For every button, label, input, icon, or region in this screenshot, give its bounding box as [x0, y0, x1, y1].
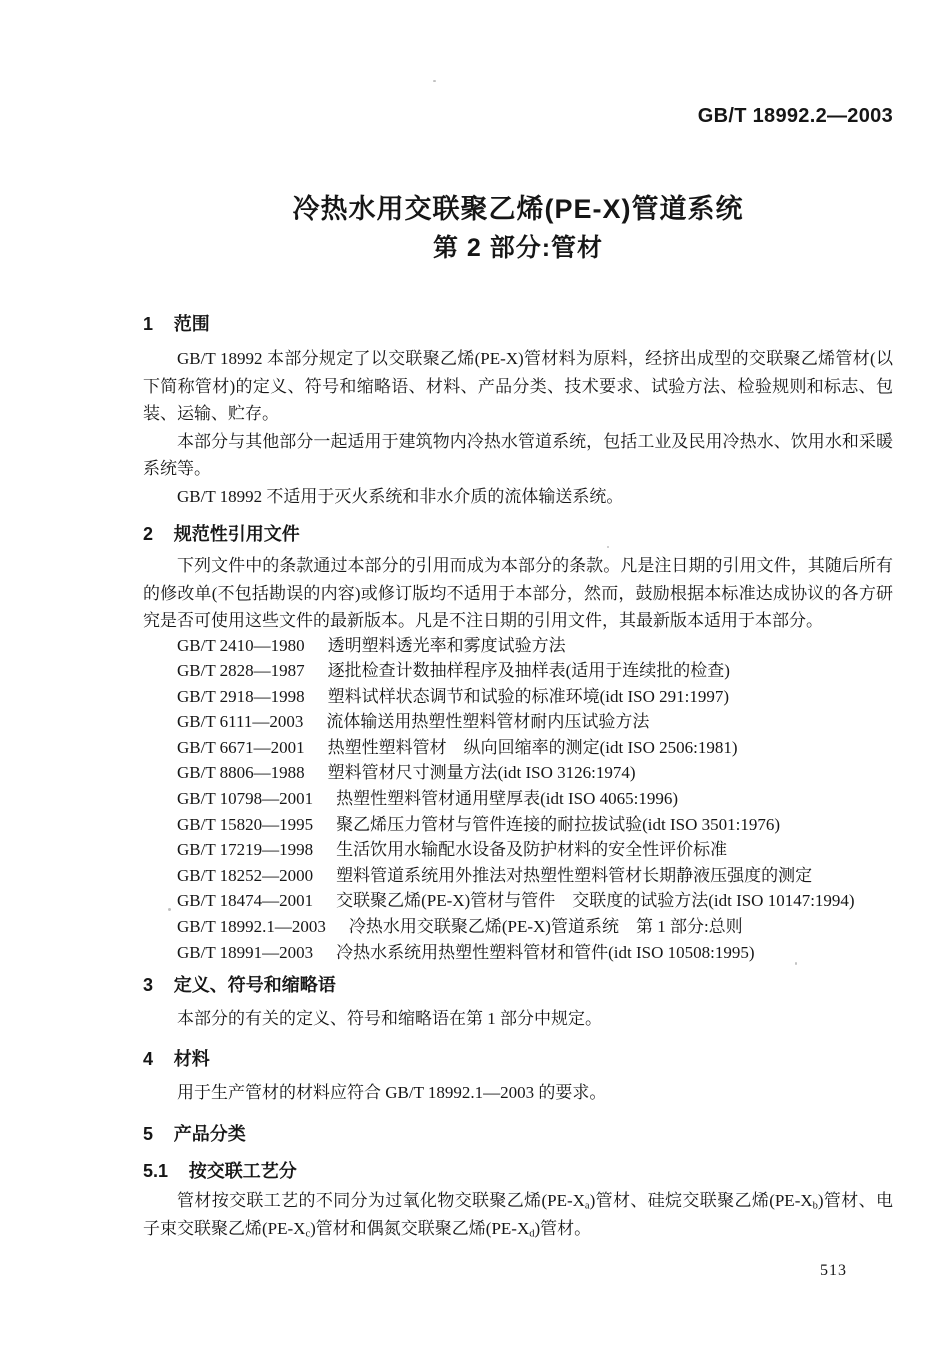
- section-5-heading: [143, 1122, 893, 1146]
- references-intro-paragraph: 下列文件中的条款通过本部分的引用而成为本部分的条款。凡是注日期的引用文件，其随后所有的修改单(不包括勘误的内容)或修订版均不适用于本部分，然而，鼓励根据本标准达成协议的各方研究是否可使用这些文件的最新版本。凡是不注日期的引用文件，其最新版本适用于本部分。: [143, 556, 893, 630]
- section-4-title: 材料: [173, 1048, 210, 1069]
- reference-code: GB/T 2410—1980: [177, 635, 305, 655]
- scan-speck: [607, 546, 609, 548]
- section-5-1-number: 5.1: [143, 1161, 169, 1182]
- reference-title: 透明塑料透光率和雾度试验方法: [327, 635, 566, 655]
- reference-item: [143, 940, 893, 966]
- page-content: [143, 0, 893, 1242]
- scope-paragraph-3: GB/T 18992 不适用于灭火系统和非水介质的流体输送系统。: [177, 486, 624, 506]
- section-5-1-title: 按交联工艺分: [188, 1161, 297, 1182]
- scan-speck: [168, 908, 171, 911]
- reference-code: GB/T 18252—2000: [177, 865, 314, 885]
- reference-code: GB/T 2918—1998: [177, 686, 305, 706]
- section-2-title: 规范性引用文件: [173, 524, 300, 544]
- section-2-number: 2: [143, 524, 154, 544]
- reference-code: GB/T 10798—2001: [177, 789, 314, 809]
- reference-code: GB/T 17219—1998: [177, 840, 314, 860]
- reference-title: 热塑性塑料管材通用壁厚表(idt ISO 4065:1996): [336, 789, 678, 809]
- page-number: 513: [820, 1262, 847, 1279]
- materials-paragraph: 用于生产管材的材料应符合 GB/T 18992.1—2003 的要求。: [177, 1082, 607, 1102]
- reference-title: 冷热水系统用热塑性塑料管材和管件(idt ISO 10508:1995): [336, 942, 755, 962]
- scope-paragraph-2: 本部分与其他部分一起适用于建筑物内冷热水管道系统，包括工业及民用冷热水、饮用水和采暖系统等。: [143, 431, 893, 478]
- section-3-number: 3: [143, 975, 154, 996]
- reference-item: [143, 735, 893, 761]
- reference-code: GB/T 15820—1995: [177, 814, 314, 834]
- section-4-heading: [143, 1047, 893, 1071]
- standard-number: GB/T 18992.2—2003: [697, 105, 893, 127]
- reference-title: 塑料管道系统用外推法对热塑性塑料管材长期静液压强度的测定: [336, 865, 813, 885]
- section-4-number: 4: [143, 1048, 154, 1069]
- scan-speck: [795, 962, 797, 965]
- reference-item: [143, 914, 893, 940]
- reference-code: GB/T 18474—2001: [177, 891, 314, 911]
- section-3-title: 定义、符号和缩略语: [173, 975, 336, 996]
- reference-item: [143, 760, 893, 786]
- scan-speck: [433, 80, 436, 82]
- section-5-1-heading: [143, 1159, 893, 1183]
- reference-code: GB/T 6111—2003: [177, 712, 304, 732]
- scope-paragraph-1: GB/T 18992 本部分规定了以交联聚乙烯(PE-X)管材料为原料，经挤出成型的交联聚乙烯管材(以下简称管材)的定义、符号和缩略语、材料、产品分类、技术要求、试验方法、检验规则和标志、包装、运输、贮存。: [143, 349, 893, 423]
- reference-code: GB/T 2828—1987: [177, 661, 305, 681]
- reference-item: [143, 863, 893, 889]
- reference-title: 聚乙烯压力管材与管件连接的耐拉拔试验(idt ISO 3501:1976): [336, 814, 780, 834]
- reference-code: GB/T 6671—2001: [177, 737, 305, 757]
- reference-title: 生活饮用水输配水设备及防护材料的安全性评价标准: [336, 840, 728, 860]
- section-1-heading: [143, 312, 893, 336]
- reference-title: 冷热水用交联聚乙烯(PE-X)管道系统 第 1 部分:总则: [348, 917, 743, 937]
- reference-item: [143, 888, 893, 914]
- reference-title: 流体输送用热塑性塑料管材耐内压试验方法: [326, 712, 650, 732]
- reference-title: 逐批检查计数抽样程序及抽样表(适用于连续批的检查): [327, 661, 730, 681]
- section-5-title: 产品分类: [173, 1124, 246, 1145]
- section-5-number: 5: [143, 1124, 154, 1145]
- reference-title: 交联聚乙烯(PE-X)管材与管件 交联度的试验方法(idt ISO 10147:1994): [336, 891, 855, 911]
- reference-item: [143, 786, 893, 812]
- reference-list: [143, 633, 893, 966]
- reference-code: GB/T 18991—2003: [177, 942, 314, 962]
- section-1-title: 范围: [173, 314, 210, 334]
- reference-item: [143, 709, 893, 735]
- reference-code: GB/T 8806—1988: [177, 763, 305, 783]
- reference-code: GB/T 18992.1—2003: [177, 917, 326, 937]
- reference-item: [143, 812, 893, 838]
- reference-title: 热塑性塑料管材 纵向回缩率的测定(idt ISO 2506:1981): [327, 737, 738, 757]
- section-1-number: 1: [143, 314, 154, 334]
- section-3-heading: [143, 973, 893, 997]
- reference-title: 塑料管材尺寸测量方法(idt ISO 3126:1974): [327, 763, 636, 783]
- definitions-paragraph: 本部分的有关的定义、符号和缩略语在第 1 部分中规定。: [177, 1009, 602, 1029]
- reference-item: [143, 837, 893, 863]
- reference-item: [143, 658, 893, 684]
- reference-item: [143, 684, 893, 710]
- document-title-line1: 冷热水用交联聚乙烯(PE-X)管道系统: [292, 194, 744, 224]
- document-title-line2: 第 2 部分:管材: [432, 234, 604, 262]
- reference-item: [143, 633, 893, 659]
- reference-title: 塑料试样状态调节和试验的标准环境(idt ISO 291:1997): [327, 686, 729, 706]
- section-2-heading: [143, 522, 893, 546]
- crosslink-classification-paragraph: 管材按交联工艺的不同分为过氧化物交联聚乙烯$(PE-X_a)$管材、硅烷交联聚乙烯$(PE-X_b)$管材、电子束交联聚乙烯$(PE-X_c)$管材和偶氮交联聚乙烯$(PE-X_d)$管材。: [143, 1191, 893, 1240]
